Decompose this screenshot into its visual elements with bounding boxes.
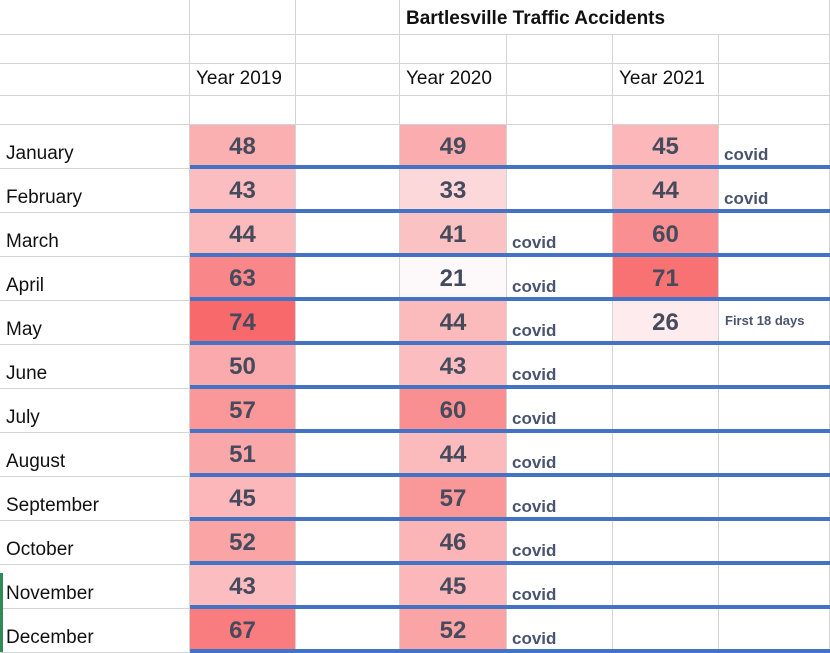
note-cell-2021[interactable] (719, 477, 830, 521)
note-cell-2021[interactable] (719, 521, 830, 565)
empty-cell[interactable] (296, 257, 400, 301)
row-separator-line (190, 385, 830, 389)
empty-cell[interactable] (507, 64, 613, 96)
empty-cell[interactable] (0, 35, 190, 64)
note-cell-2021[interactable] (719, 345, 830, 389)
value-cell-2020[interactable]: 43 (400, 345, 507, 389)
empty-cell[interactable] (296, 96, 400, 125)
empty-cell[interactable] (296, 125, 400, 169)
empty-cell[interactable] (296, 301, 400, 345)
month-label[interactable]: September (0, 477, 190, 521)
empty-cell[interactable] (0, 96, 190, 125)
month-label[interactable]: June (0, 345, 190, 389)
note-cell-2021[interactable] (719, 565, 830, 609)
month-label[interactable]: November (0, 565, 190, 609)
value-cell-2019[interactable]: 51 (190, 433, 296, 477)
value-cell-2020[interactable]: 46 (400, 521, 507, 565)
value-cell-2019[interactable]: 45 (190, 477, 296, 521)
note-cell-2020[interactable]: covid (507, 257, 613, 301)
note-cell-2020[interactable]: covid (507, 389, 613, 433)
row-separator-line (190, 473, 830, 477)
note-cell-2021[interactable]: covid (719, 125, 830, 169)
note-cell-2020[interactable]: covid (507, 433, 613, 477)
note-cell-2021[interactable] (719, 213, 830, 257)
row-separator-line (190, 341, 830, 345)
empty-cell[interactable] (296, 345, 400, 389)
empty-cell[interactable] (719, 96, 830, 125)
note-cell-2020[interactable] (507, 125, 613, 169)
empty-cell[interactable] (719, 64, 830, 96)
year-header-2019[interactable]: Year 2019 (190, 64, 296, 96)
selection-edge-indicator (0, 573, 3, 652)
value-cell-2019[interactable]: 44 (190, 213, 296, 257)
row-separator-line (190, 209, 830, 213)
empty-cell[interactable] (296, 389, 400, 433)
empty-cell[interactable] (296, 169, 400, 213)
empty-cell[interactable] (190, 96, 296, 125)
month-label[interactable]: December (0, 609, 190, 653)
empty-cell[interactable] (719, 35, 830, 64)
empty-cell[interactable] (0, 0, 190, 35)
empty-cell[interactable] (296, 521, 400, 565)
row-separator-line (190, 253, 830, 257)
value-cell-2020[interactable]: 57 (400, 477, 507, 521)
value-cell-2020[interactable]: 41 (400, 213, 507, 257)
value-cell-2019[interactable]: 43 (190, 565, 296, 609)
value-cell-2021[interactable]: 45 (613, 125, 719, 169)
value-cell-2020[interactable]: 60 (400, 389, 507, 433)
value-cell-2020[interactable]: 33 (400, 169, 507, 213)
note-cell-2021[interactable]: First 18 days (719, 301, 830, 345)
row-separator-line (190, 605, 830, 609)
sheet-title[interactable]: Bartlesville Traffic Accidents (400, 0, 719, 35)
value-cell-2020[interactable]: 21 (400, 257, 507, 301)
value-cell-2019[interactable]: 52 (190, 521, 296, 565)
note-cell-2020[interactable] (507, 169, 613, 213)
value-cell-2020[interactable]: 44 (400, 301, 507, 345)
note-cell-2020[interactable]: covid (507, 345, 613, 389)
row-separator-line (190, 297, 830, 301)
empty-cell[interactable] (400, 35, 507, 64)
empty-cell[interactable] (296, 477, 400, 521)
empty-cell[interactable] (0, 64, 190, 96)
empty-cell[interactable] (190, 35, 296, 64)
note-cell-2020[interactable]: covid (507, 521, 613, 565)
value-cell-2021[interactable] (613, 565, 719, 609)
value-cell-2021[interactable] (613, 345, 719, 389)
row-separator-line (190, 165, 830, 169)
row-separator-line (190, 561, 830, 565)
month-label[interactable]: March (0, 213, 190, 257)
month-label[interactable]: October (0, 521, 190, 565)
empty-cell[interactable] (296, 609, 400, 653)
row-separator-line (190, 649, 830, 653)
note-cell-2020[interactable]: covid (507, 213, 613, 257)
value-cell-2020[interactable]: 52 (400, 609, 507, 653)
value-cell-2019[interactable]: 43 (190, 169, 296, 213)
note-cell-2021[interactable] (719, 609, 830, 653)
month-label[interactable]: August (0, 433, 190, 477)
value-cell-2019[interactable]: 50 (190, 345, 296, 389)
value-cell-2021[interactable]: 26 (613, 301, 719, 345)
empty-cell[interactable] (190, 0, 296, 35)
empty-cell[interactable] (296, 35, 400, 64)
value-cell-2019[interactable]: 67 (190, 609, 296, 653)
row-separator-line (190, 517, 830, 521)
value-cell-2019[interactable]: 57 (190, 389, 296, 433)
month-label[interactable]: February (0, 169, 190, 213)
empty-cell[interactable] (296, 433, 400, 477)
value-cell-2021[interactable] (613, 609, 719, 653)
value-cell-2019[interactable]: 74 (190, 301, 296, 345)
value-cell-2019[interactable]: 48 (190, 125, 296, 169)
value-cell-2020[interactable]: 45 (400, 565, 507, 609)
empty-cell[interactable] (507, 35, 613, 64)
note-cell-2021[interactable] (719, 257, 830, 301)
value-cell-2021[interactable]: 71 (613, 257, 719, 301)
note-cell-2020[interactable]: covid (507, 301, 613, 345)
note-cell-2021[interactable] (719, 389, 830, 433)
empty-cell[interactable] (613, 96, 719, 125)
empty-cell[interactable] (613, 35, 719, 64)
row-separator-line (190, 429, 830, 433)
month-label[interactable]: May (0, 301, 190, 345)
value-cell-2021[interactable] (613, 521, 719, 565)
value-cell-2020[interactable]: 44 (400, 433, 507, 477)
empty-cell[interactable] (719, 0, 830, 35)
value-cell-2021[interactable]: 44 (613, 169, 719, 213)
month-label[interactable]: April (0, 257, 190, 301)
empty-cell[interactable] (296, 213, 400, 257)
empty-cell[interactable] (296, 0, 400, 35)
value-cell-2019[interactable]: 63 (190, 257, 296, 301)
month-label[interactable]: January (0, 125, 190, 169)
empty-cell[interactable] (296, 64, 400, 96)
note-cell-2020[interactable]: covid (507, 565, 613, 609)
note-cell-2021[interactable] (719, 433, 830, 477)
value-cell-2021[interactable] (613, 477, 719, 521)
note-cell-2021[interactable]: covid (719, 169, 830, 213)
note-cell-2020[interactable]: covid (507, 477, 613, 521)
value-cell-2021[interactable] (613, 389, 719, 433)
year-header-2020[interactable]: Year 2020 (400, 64, 507, 96)
value-cell-2021[interactable] (613, 433, 719, 477)
year-header-2021[interactable]: Year 2021 (613, 64, 719, 96)
empty-cell[interactable] (400, 96, 507, 125)
note-cell-2020[interactable]: covid (507, 609, 613, 653)
empty-cell[interactable] (507, 96, 613, 125)
value-cell-2020[interactable]: 49 (400, 125, 507, 169)
month-label[interactable]: July (0, 389, 190, 433)
empty-cell[interactable] (296, 565, 400, 609)
value-cell-2021[interactable]: 60 (613, 213, 719, 257)
